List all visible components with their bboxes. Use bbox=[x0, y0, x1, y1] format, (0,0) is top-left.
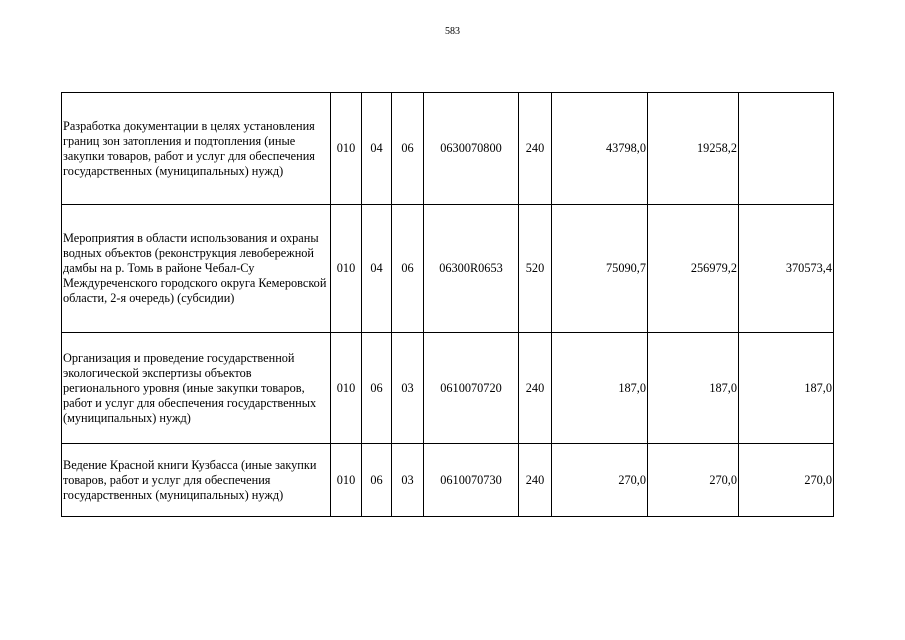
podrazdel-cell: 03 bbox=[392, 444, 424, 517]
amount-1-cell: 187,0 bbox=[552, 333, 648, 444]
podrazdel-cell: 06 bbox=[392, 205, 424, 333]
ved-cell: 010 bbox=[331, 93, 362, 205]
ved-cell: 010 bbox=[331, 205, 362, 333]
row-name-cell: Организация и проведение государственной экологической экспертизы объектов регионального уровня (иные закупки товаров, работ и услуг для обеспечения государственных (муниципальных) нужд) bbox=[62, 333, 331, 444]
amount-3-cell: 270,0 bbox=[739, 444, 834, 517]
razdel-cell: 06 bbox=[362, 333, 392, 444]
table-row bbox=[62, 205, 834, 333]
expense-type-cell: 240 bbox=[519, 93, 552, 205]
amount-1-cell: 75090,7 bbox=[552, 205, 648, 333]
table-row bbox=[62, 93, 834, 205]
amount-3-cell: 187,0 bbox=[739, 333, 834, 444]
ved-cell: 010 bbox=[331, 333, 362, 444]
target-article-cell: 0610070730 bbox=[424, 444, 519, 517]
budget-table bbox=[61, 92, 834, 517]
razdel-cell: 04 bbox=[362, 93, 392, 205]
amount-1-cell: 43798,0 bbox=[552, 93, 648, 205]
amount-2-cell: 270,0 bbox=[648, 444, 739, 517]
amount-2-cell: 187,0 bbox=[648, 333, 739, 444]
expense-type-cell: 240 bbox=[519, 333, 552, 444]
table-row bbox=[62, 444, 834, 517]
table-row bbox=[62, 333, 834, 444]
razdel-cell: 04 bbox=[362, 205, 392, 333]
razdel-cell: 06 bbox=[362, 444, 392, 517]
row-name-cell: Мероприятия в области использования и охраны водных объектов (реконструкция левобережной дамбы на р. Томь в районе Чебал-Су Междуреченского городского округа Кемеровской области, 2-я очередь) (субсидии) bbox=[62, 205, 331, 333]
target-article-cell: 0630070800 bbox=[424, 93, 519, 205]
expense-type-cell: 520 bbox=[519, 205, 552, 333]
page-number: 583 bbox=[445, 26, 460, 37]
row-name-cell: Разработка документации в целях установления границ зон затопления и подтопления (иные закупки товаров, работ и услуг для обеспечения государственных (муниципальных) нужд) bbox=[62, 93, 331, 205]
amount-2-cell: 256979,2 bbox=[648, 205, 739, 333]
target-article-cell: 06300R0653 bbox=[424, 205, 519, 333]
amount-2-cell: 19258,2 bbox=[648, 93, 739, 205]
ved-cell: 010 bbox=[331, 444, 362, 517]
podrazdel-cell: 06 bbox=[392, 93, 424, 205]
row-name-cell: Ведение Красной книги Кузбасса (иные закупки товаров, работ и услуг для обеспечения государственных (муниципальных) нужд) bbox=[62, 444, 331, 517]
target-article-cell: 0610070720 bbox=[424, 333, 519, 444]
amount-3-cell bbox=[739, 93, 834, 205]
amount-3-cell: 370573,4 bbox=[739, 205, 834, 333]
podrazdel-cell: 03 bbox=[392, 333, 424, 444]
expense-type-cell: 240 bbox=[519, 444, 552, 517]
amount-1-cell: 270,0 bbox=[552, 444, 648, 517]
